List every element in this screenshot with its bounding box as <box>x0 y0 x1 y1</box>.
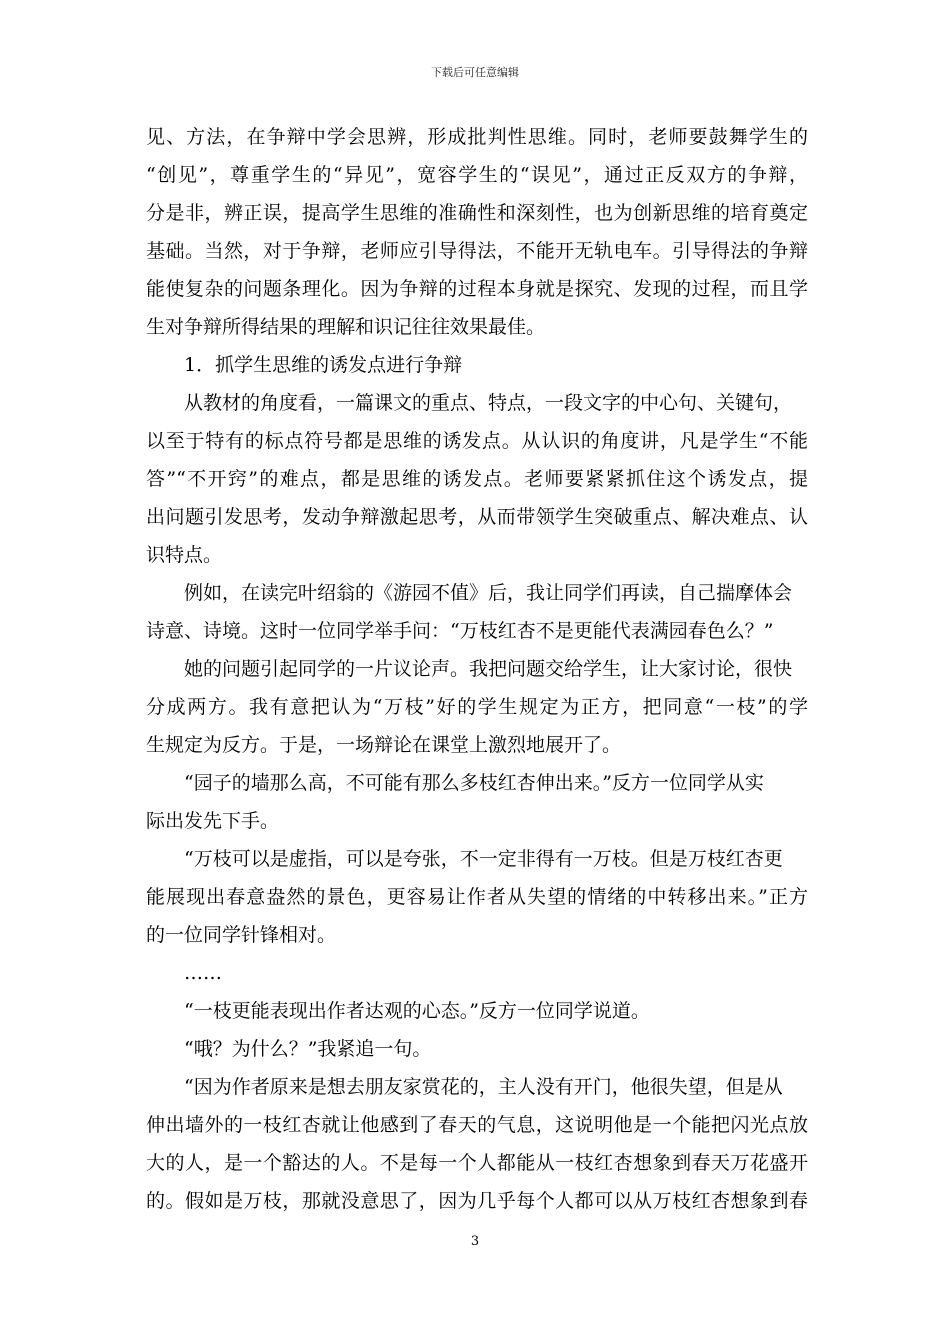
text-line: 大的人，是一个豁达的人。不是每一个人都能从一枝红杏想象到春天万花盛开 <box>146 1152 808 1174</box>
text-line: 伸出墙外的一枝红杏就让他感到了春天的气息，这说明他是一个能把闪光点放 <box>146 1114 808 1136</box>
text-line: 际出发先下手。 <box>146 810 280 832</box>
text-line: “一枝更能表现出作者达观的心态。”反方一位同学说道。 <box>184 1000 650 1022</box>
page-number: 3 <box>470 1234 480 1249</box>
text-line: 生规定为反方。于是，一场辩论在课堂上激烈地展开了。 <box>146 734 622 756</box>
text-line: “创见”，尊重学生的“异见”，宽容学生的“误见”，通过正反双方的争辩， <box>146 164 808 186</box>
text-line: 识特点。 <box>146 544 223 566</box>
text-line: “万枝可以是虚指，可以是夸张，不一定非得有一万枝。但是万枝红杏更 <box>184 848 783 870</box>
text-line: 分成两方。我有意把认为“万枝”好的学生规定为正方，把同意“一枝”的学 <box>146 696 808 718</box>
page-header: 下载后可任意编辑 <box>431 66 519 79</box>
text-line: 的一位同学针锋相对。 <box>146 924 337 946</box>
section-heading: 1．抓学生思维的诱发点进行争辩 <box>184 354 463 376</box>
text-line: 例如，在读完叶绍翁的《游园不值》后，我让同学们再读，自己揣摩体会 <box>184 582 793 604</box>
text-line: 的。假如是万枝，那就没意思了，因为几乎每个人都可以从万枝红杏想象到春 <box>146 1190 808 1212</box>
text-line: 诗意、诗境。这时一位同学举手问：“万枝红杏不是更能代表满园春色么？” <box>146 620 774 642</box>
text-line: “园子的墙那么高，不可能有那么多枝红杏伸出来。”反方一位同学从实 <box>184 772 764 794</box>
text-line: 能展现出春意盎然的景色，更容易让作者从失望的情绪的中转移出来。”正方 <box>146 886 808 908</box>
text-line: 见、方法，在争辩中学会思辨，形成批判性思维。同时，老师要鼓舞学生的 <box>146 126 808 148</box>
text-line: 基础。当然，对于争辩，老师应引导得法，不能开无轨电车。引导得法的争辩 <box>146 240 808 262</box>
text-line: 出问题引发思考，发动争辩激起思考，从而带领学生突破重点、解决难点、认 <box>146 506 808 528</box>
text-line: 答”“不开窍”的难点，都是思维的诱发点。老师要紧紧抓住这个诱发点，提 <box>146 468 808 490</box>
text-line: 她的问题引起同学的一片议论声。我把问题交给学生，让大家讨论，很快 <box>184 658 793 680</box>
text-line: “哦？为什么？”我紧追一句。 <box>184 1038 432 1060</box>
text-line: 以至于特有的标点符号都是思维的诱发点。从认识的角度讲，凡是学生“不能 <box>146 430 808 452</box>
text-line: 生对争辩所得结果的理解和识记往往效果最佳。 <box>146 316 546 338</box>
ellipsis-line: …… <box>184 962 222 984</box>
document-body <box>146 118 808 1220</box>
text-line: 从教材的角度看，一篇课文的重点、特点，一段文字的中心句、关键句， <box>184 392 793 414</box>
text-line: 能使复杂的问题条理化。因为争辩的过程本身就是探究、发现的过程，而且学 <box>146 278 808 300</box>
text-line: “因为作者原来是想去朋友家赏花的，主人没有开门，他很失望，但是从 <box>184 1076 783 1098</box>
text-line: 分是非，辨正误，提高学生思维的准确性和深刻性，也为创新思维的培育奠定 <box>146 202 808 224</box>
